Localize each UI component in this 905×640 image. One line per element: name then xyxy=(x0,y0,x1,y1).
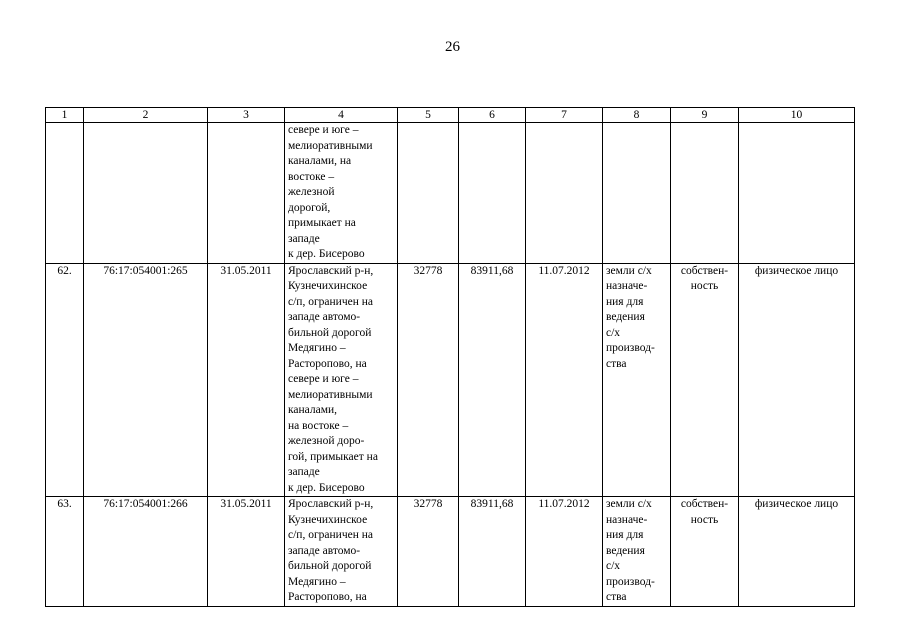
date-cell: 31.05.2011 xyxy=(208,263,285,497)
ownership-type-cell: собствен- ность xyxy=(671,497,739,607)
area-cell xyxy=(398,123,459,264)
value-cell: 83911,68 xyxy=(459,497,526,607)
land-registry-table xyxy=(45,107,855,607)
owner-cell: физическое лицо xyxy=(739,497,855,607)
registration-date-cell: 11.07.2012 xyxy=(526,497,603,607)
land-category-cell xyxy=(603,123,671,264)
column-header: 4 xyxy=(285,108,398,123)
registration-date-cell xyxy=(526,123,603,264)
area-cell: 32778 xyxy=(398,497,459,607)
area-cell: 32778 xyxy=(398,263,459,497)
header-row xyxy=(46,108,855,123)
column-header: 1 xyxy=(46,108,84,123)
table-row xyxy=(46,263,855,497)
column-header: 6 xyxy=(459,108,526,123)
value-cell: 83911,68 xyxy=(459,263,526,497)
cadastral-number-cell xyxy=(84,123,208,264)
ownership-type-cell xyxy=(671,123,739,264)
location-description-cell: Ярославский р-н, Кузнечихинское с/п, ограничен на западе автомо- бильной дорогой Медягино – Расторопово, на xyxy=(285,497,398,607)
owner-cell: физическое лицо xyxy=(739,263,855,497)
registration-date-cell: 11.07.2012 xyxy=(526,263,603,497)
page-number: 26 xyxy=(445,39,460,55)
row-number-cell: 62. xyxy=(46,263,84,497)
date-cell xyxy=(208,123,285,264)
land-category-cell: земли с/х назначе- ния для ведения с/х производ- ства xyxy=(603,263,671,497)
value-cell xyxy=(459,123,526,264)
location-description-cell: севере и юге – мелиоративными каналами, на востоке – железной дорогой, примыкает на западе к дер. Бисерово xyxy=(285,123,398,264)
date-cell: 31.05.2011 xyxy=(208,497,285,607)
land-category-cell: земли с/х назначе- ния для ведения с/х производ- ства xyxy=(603,497,671,607)
cadastral-number-cell: 76:17:054001:265 xyxy=(84,263,208,497)
owner-cell xyxy=(739,123,855,264)
row-number-cell: 63. xyxy=(46,497,84,607)
column-header: 3 xyxy=(208,108,285,123)
column-header: 9 xyxy=(671,108,739,123)
location-description-cell: Ярославский р-н, Кузнечихинское с/п, ограничен на западе автомо- бильной дорогой Медягино – Расторопово, на севере и юге – мелиоративными каналами, на востоке – железной доро- гой, примыкает на западе к дер. Бисерово xyxy=(285,263,398,497)
row-number-cell xyxy=(46,123,84,264)
table-row xyxy=(46,497,855,607)
column-header: 10 xyxy=(739,108,855,123)
column-header: 5 xyxy=(398,108,459,123)
column-header: 2 xyxy=(84,108,208,123)
ownership-type-cell: собствен- ность xyxy=(671,263,739,497)
column-header: 7 xyxy=(526,108,603,123)
table-row xyxy=(46,123,855,264)
column-header: 8 xyxy=(603,108,671,123)
cadastral-number-cell: 76:17:054001:266 xyxy=(84,497,208,607)
